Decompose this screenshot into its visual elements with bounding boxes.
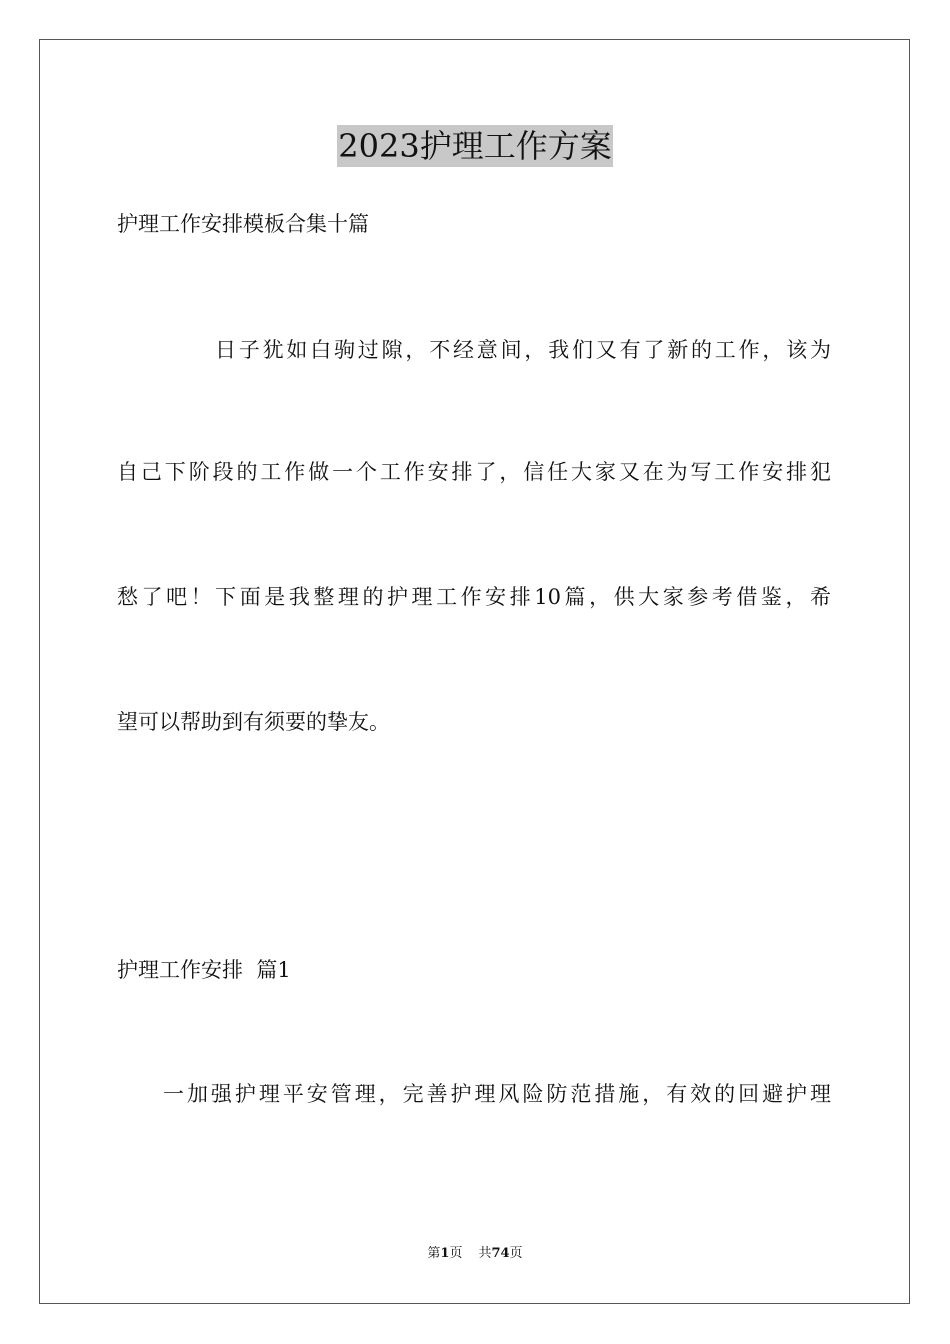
footer-total-prefix: 共 (478, 1246, 492, 1261)
intro-line-3: 愁了吧！下面是我整理的护理工作安排10篇，供大家参考借鉴，希 (117, 585, 831, 609)
title-container (0, 125, 950, 167)
document-title: 2023护理工作方案 (338, 127, 612, 165)
section-heading: 护理工作安排 篇1 (117, 958, 291, 982)
section-first-line: 一加强护理平安管理，完善护理风险防范措施，有效的回避护理 (163, 1082, 831, 1106)
footer-total-pages: 74 (491, 1246, 510, 1261)
intro-line-4: 望可以帮助到有须要的挚友。 (117, 710, 390, 734)
footer-page-number: 1 (440, 1246, 450, 1261)
intro-line-2: 自己下阶段的工作做一个工作安排了，信任大家又在为写工作安排犯 (117, 460, 831, 484)
footer-page-prefix: 第 (427, 1246, 441, 1261)
intro-line-1: 日子犹如白驹过隙，不经意间，我们又有了新的工作，该为 (215, 338, 831, 362)
footer-page-suffix: 页 (449, 1246, 463, 1261)
document-subtitle: 护理工作安排模板合集十篇 (117, 212, 369, 236)
footer-total-suffix: 页 (509, 1246, 523, 1261)
page-footer (0, 1245, 950, 1263)
